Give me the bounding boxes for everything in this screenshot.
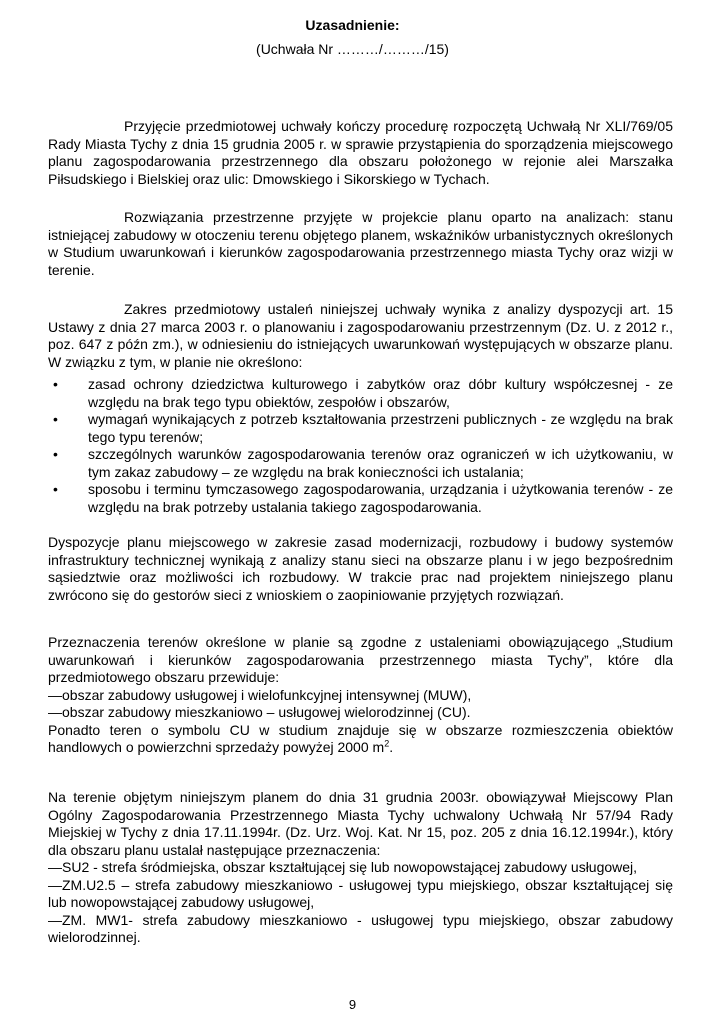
old-plan-item: —ZM. MW1- strefa zabudowy mieszkaniowo - usługowej typu miejskiego, obszar zabudowy wielorodzinnej. xyxy=(48,911,673,945)
resolution-number: (Uchwała Nr ………/………/15) xyxy=(256,41,449,57)
cu-note xyxy=(48,722,673,757)
list-item xyxy=(48,446,673,481)
bullet-icon: • xyxy=(53,376,58,392)
list-item xyxy=(48,411,673,446)
page-number: 9 xyxy=(348,997,357,1012)
section-old-plan xyxy=(48,789,673,947)
section-study xyxy=(48,634,673,757)
list-item-text: wymagań wynikających z potrzeb kształtowania przestrzeni publicznych - ze względu na brak tego typu terenów; xyxy=(88,411,673,445)
study-item: —obszar zabudowy usługowej i wielofunkcyjnej intensywnej (MUW), xyxy=(48,686,472,703)
cu-note-tail: . xyxy=(389,739,394,755)
paragraph-scope: Zakres przedmiotowy ustaleń niniejszej uchwały wynika z analizy dyspozycji art. 15 Ustawy z dnia 27 marca 2003 r. o planowaniu i zagospodarowaniu przestrzennym (Dz. U. z 2012 r., poz. 647 z późn zm.), w odniesieniu do istniejących uwarunkowań występujących w obszarze planu. W związku z tym, w planie nie określono: xyxy=(48,301,673,370)
paragraph-old-plan: Na terenie objętym niniejszym planem do dnia 31 grudnia 2003r. obowiązywał Miejscowy Plan Ogólny Zagospodarowania Przestrzennego Miasta Tychy uchwalony Uchwałą Nr 57/94 Rady Miejskiej w Tychy z dnia 17.11.1994r. (Dz. Urz. Woj. Kat. Nr 15, poz. 205 z dnia 16.12.1994r.), który dla obszaru planu ustalał następujące przeznaczenia: xyxy=(48,789,673,858)
not-specified-list xyxy=(48,376,673,516)
old-plan-item: —SU2 - strefa śródmiejska, obszar kształtującej się lub nowopowstającej zabudowy usługowej, xyxy=(48,859,638,875)
paragraph-infrastructure: Dyspozycje planu miejscowego w zakresie zasad modernizacji, rozbudowy i budowy systemów infrastruktury technicznej wynikają z analizy stanu sieci na obszarze planu i w jego bezpośrednim sąsiedztwie oraz możliwości ich rozbudowy. W trakcie prac nad projektem niniejszego planu zwrócono się do gestorów sieci z wnioskiem o zaopiniowanie przyjętych rozwiązań. xyxy=(48,534,673,603)
bullet-icon: • xyxy=(53,411,58,427)
list-item xyxy=(48,481,673,516)
list-item-text: szczególnych warunków zagospodarowania terenów oraz ograniczeń w ich użytkowaniu, w tym zakaz zabudowy – ze względu na brak konieczności ich ustalania; xyxy=(88,446,673,480)
paragraph-study: Przeznaczenia terenów określone w planie są zgodne z ustaleniami obowiązującego „Studium uwarunkowań i kierunków zagospodarowania przestrzennego miasta Tychy”, które dla przedmiotowego obszaru przewiduje: xyxy=(48,634,673,685)
paragraph-spatial-solutions: Rozwiązania przestrzenne przyjęte w projekcie planu oparto na analizach: stanu istniejącej zabudowy w otoczeniu terenu objętego planem, wskaźników urbanistycznych określonych w Studium uwarunkowań i kierunków zagospodarowania przestrzennego miasta Tychy oraz wizji w terenie. xyxy=(48,209,673,278)
cu-note-superscript: 2 xyxy=(384,738,390,749)
page-title: Uzasadnienie: xyxy=(305,17,400,33)
study-item: —obszar zabudowy mieszkaniowo – usługowej wielorodzinnej (CU). xyxy=(48,704,471,720)
cu-note-text: Ponadto teren o symbolu CU w studium znajduje się w obszarze rozmieszczenia obiektów handlowych o powierzchni sprzedaży powyżej 2000 m xyxy=(48,721,673,755)
old-plan-item: —ZM.U2.5 – strefa zabudowy mieszkaniowo - usługowej typu miejskiego, obszar kształtującej się lub nowopowstającej zabudowy usługowej, xyxy=(48,876,673,910)
list-item xyxy=(48,376,673,411)
paragraph-intro: Przyjęcie przedmiotowej uchwały kończy procedurę rozpoczętą Uchwałą Nr XLI/769/05 Rady Miasta Tychy z dnia 15 grudnia 2005 r. w sprawie przystąpienia do sporządzenia miejscowego planu zagospodarowania przestrzennego dla obszaru położonego w rejonie alei Marszałka Piłsudskiego i Bielskiej oraz ulic: Dmowskiego i Sikorskiego w Tychach. xyxy=(48,118,673,187)
list-item-text: zasad ochrony dziedzictwa kulturowego i zabytków oraz dóbr kultury współczesnej - ze względu na brak tego typu obiektów, zespołów i obszarów, xyxy=(88,376,673,410)
bullet-icon: • xyxy=(53,446,58,462)
list-item-text: sposobu i terminu tymczasowego zagospodarowania, urządzania i użytkowania terenów - ze względu na brak potrzeby ustalania takiego zagospodarowania. xyxy=(88,481,673,515)
bullet-icon: • xyxy=(53,481,58,497)
